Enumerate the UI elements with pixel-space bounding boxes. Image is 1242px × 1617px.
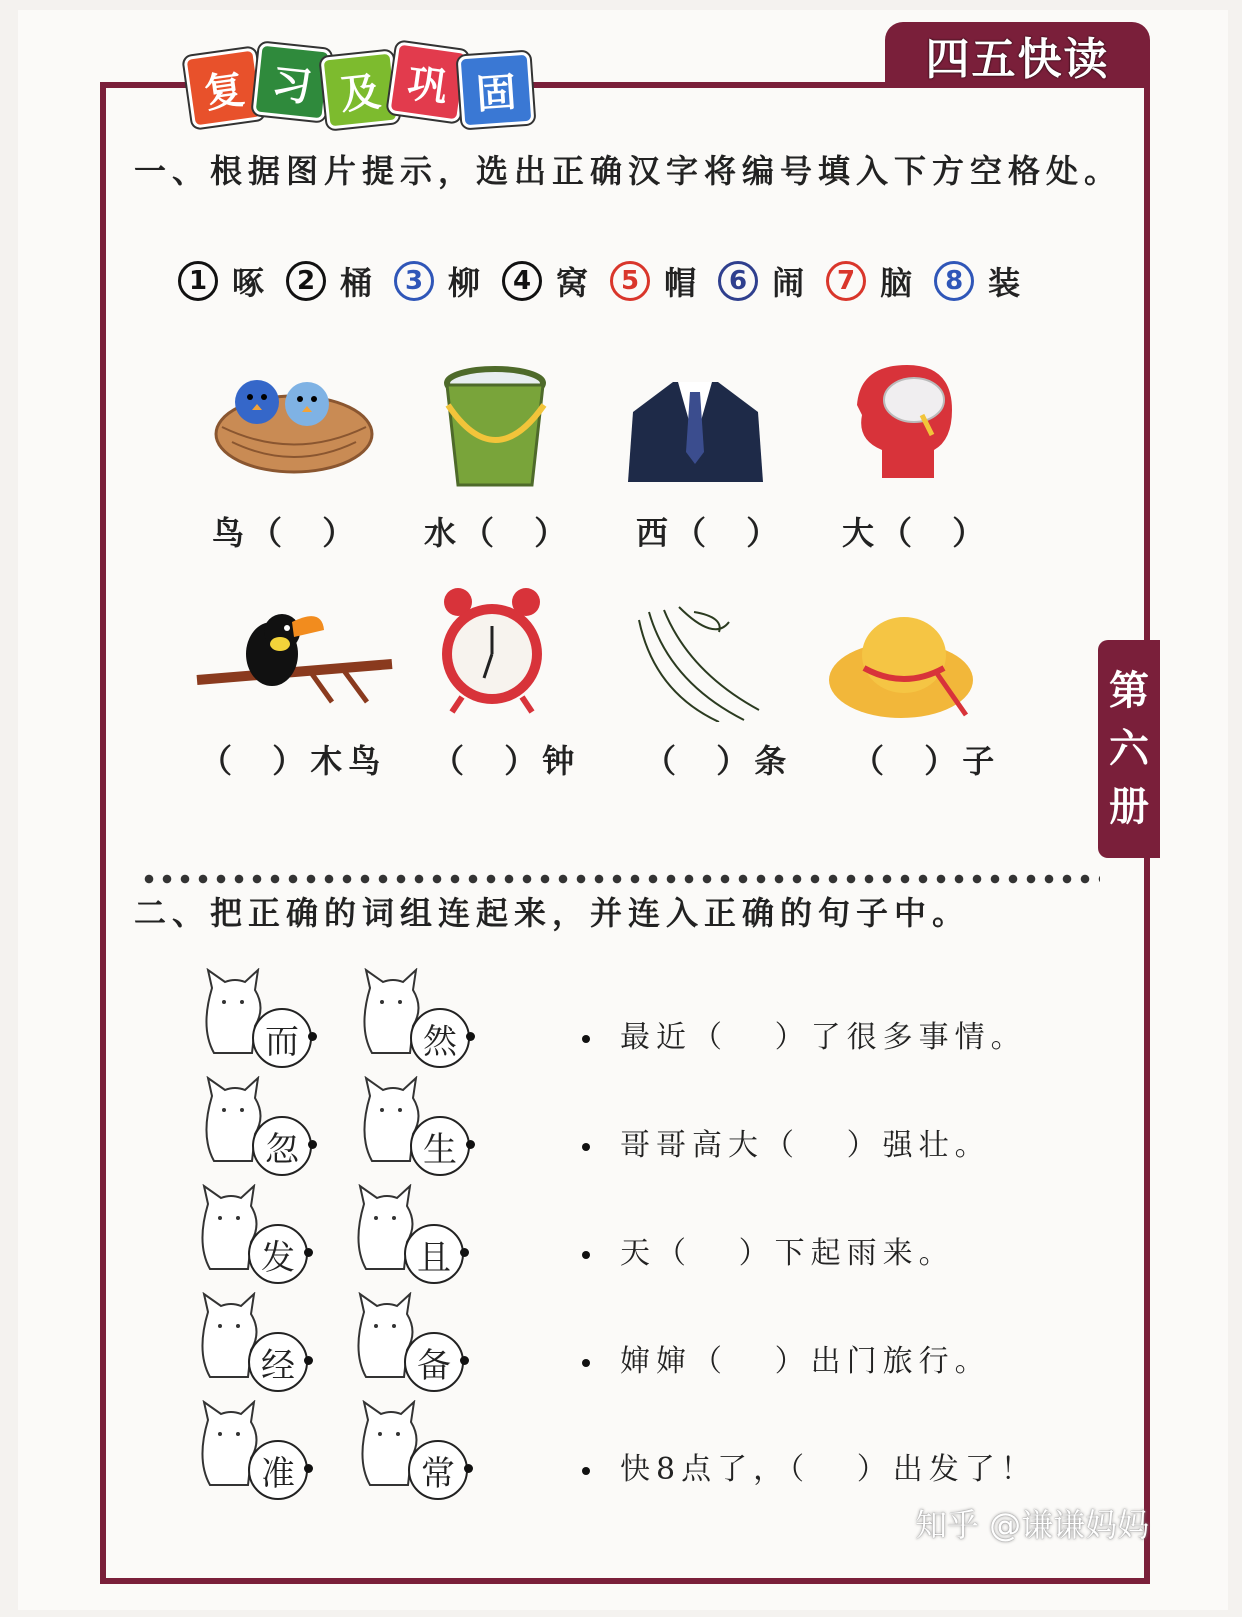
section2-title: 二、把正确的词组连起来，并连入正确的句子中。 <box>134 894 971 932</box>
sentence-item[interactable] <box>582 1444 1037 1488</box>
cat-char: 然 <box>410 1008 470 1068</box>
connect-dot[interactable] <box>582 1035 590 1043</box>
connect-dot[interactable] <box>582 1359 590 1367</box>
cat-card-left[interactable] <box>200 968 320 1068</box>
option-item <box>718 258 804 304</box>
caption-hat: （ ）子 <box>852 742 1001 780</box>
connect-dot[interactable] <box>304 1248 313 1257</box>
connect-dot[interactable] <box>582 1251 590 1259</box>
option-item <box>502 258 588 304</box>
cat-char: 备 <box>404 1332 464 1392</box>
cat-card-left[interactable] <box>196 1400 316 1500</box>
caption-bucket: 水（ ） <box>424 514 573 552</box>
side-tab-char: 册 <box>1109 784 1149 830</box>
brand-tab <box>885 22 1150 88</box>
option-number: 3 <box>394 261 434 301</box>
option-item <box>826 258 912 304</box>
section-divider <box>140 872 1100 886</box>
connect-dot[interactable] <box>460 1356 469 1365</box>
side-tab-char: 六 <box>1109 726 1149 772</box>
option-char: 柳 <box>448 264 481 302</box>
connect-dot[interactable] <box>304 1356 313 1365</box>
sentence-item[interactable] <box>582 1336 991 1380</box>
review-tile: 及 <box>320 50 399 129</box>
watermark: 知乎 @谦谦妈妈 <box>915 1506 1150 1544</box>
cat-card-right[interactable] <box>352 1292 472 1392</box>
cat-char: 准 <box>248 1440 308 1500</box>
volume-side-tab <box>1098 640 1160 858</box>
option-number: 7 <box>826 261 866 301</box>
option-char: 脑 <box>880 264 913 302</box>
connect-dot[interactable] <box>466 1032 475 1041</box>
option-number: 5 <box>610 261 650 301</box>
alarm-clock-icon <box>438 582 546 717</box>
connect-dot[interactable] <box>460 1248 469 1257</box>
option-item <box>610 258 696 304</box>
sentence-item[interactable] <box>582 1120 991 1164</box>
connect-dot[interactable] <box>464 1464 473 1473</box>
option-item <box>178 258 264 304</box>
sentence-item[interactable] <box>582 1012 1027 1056</box>
option-char: 桶 <box>340 264 373 302</box>
cat-card-left[interactable] <box>196 1184 316 1284</box>
option-char: 帽 <box>664 264 697 302</box>
section1-title: 一、根据图片提示，选出正确汉字将编号填入下方空格处。 <box>134 152 1123 190</box>
cat-char: 忽 <box>252 1116 312 1176</box>
sentence-text: 快8点了，（ ）出发了！ <box>620 1452 1037 1487</box>
review-tile: 习 <box>252 42 331 121</box>
cat-card-right[interactable] <box>352 1184 472 1284</box>
caption-woodpecker: （ ）木鸟 <box>200 742 387 780</box>
cat-card-right[interactable] <box>356 1400 476 1500</box>
sun-hat-icon <box>826 610 976 725</box>
sentence-text: 哥哥高大（ ）强壮。 <box>620 1128 991 1163</box>
option-item <box>286 258 372 304</box>
caption-suit: 西（ ） <box>636 514 785 552</box>
caption-brain: 大（ ） <box>842 514 991 552</box>
option-number: 2 <box>286 261 326 301</box>
option-list <box>178 258 1042 304</box>
connect-dot[interactable] <box>308 1032 317 1041</box>
sentence-item[interactable] <box>582 1228 955 1272</box>
caption-willow: （ ）条 <box>644 742 793 780</box>
cat-char: 经 <box>248 1332 308 1392</box>
cat-card-left[interactable] <box>200 1076 320 1176</box>
sentence-text: 婶婶（ ）出门旅行。 <box>620 1344 991 1379</box>
option-item <box>394 258 480 304</box>
cat-card-right[interactable] <box>358 968 478 1068</box>
woodpecker-icon <box>192 602 397 717</box>
option-number: 8 <box>934 261 974 301</box>
cat-char: 发 <box>248 1224 308 1284</box>
option-number: 1 <box>178 261 218 301</box>
option-number: 6 <box>718 261 758 301</box>
caption-clock: （ ）钟 <box>432 742 581 780</box>
review-tile: 固 <box>458 52 535 129</box>
cat-char: 常 <box>408 1440 468 1500</box>
option-char: 啄 <box>232 264 265 302</box>
brand-title: 四五快读 <box>925 34 1110 85</box>
option-char: 窝 <box>556 264 589 302</box>
option-number: 4 <box>502 261 542 301</box>
option-char: 闹 <box>772 264 805 302</box>
sentence-text: 天（ ）下起雨来。 <box>620 1236 955 1271</box>
cat-card-left[interactable] <box>196 1292 316 1392</box>
review-tile: 复 <box>183 47 264 128</box>
suit-icon <box>628 372 763 482</box>
option-char: 装 <box>988 264 1021 302</box>
bird-nest-icon <box>212 372 377 482</box>
caption-nest: 鸟（ ） <box>212 514 361 552</box>
option-item <box>934 258 1020 304</box>
review-tile: 巩 <box>387 41 468 122</box>
connect-dot[interactable] <box>466 1140 475 1149</box>
willow-icon <box>634 602 764 722</box>
cat-char: 生 <box>410 1116 470 1176</box>
sentence-text: 最近（ ）了很多事情。 <box>620 1020 1027 1055</box>
connect-dot[interactable] <box>582 1143 590 1151</box>
side-tab-char: 第 <box>1109 668 1149 714</box>
brain-head-icon <box>852 360 962 480</box>
cat-char: 而 <box>252 1008 312 1068</box>
connect-dot[interactable] <box>582 1467 590 1475</box>
cat-card-right[interactable] <box>358 1076 478 1176</box>
connect-dot[interactable] <box>308 1140 317 1149</box>
bucket-icon <box>440 365 550 495</box>
connect-dot[interactable] <box>304 1464 313 1473</box>
cat-char: 且 <box>404 1224 464 1284</box>
review-title <box>188 46 548 126</box>
